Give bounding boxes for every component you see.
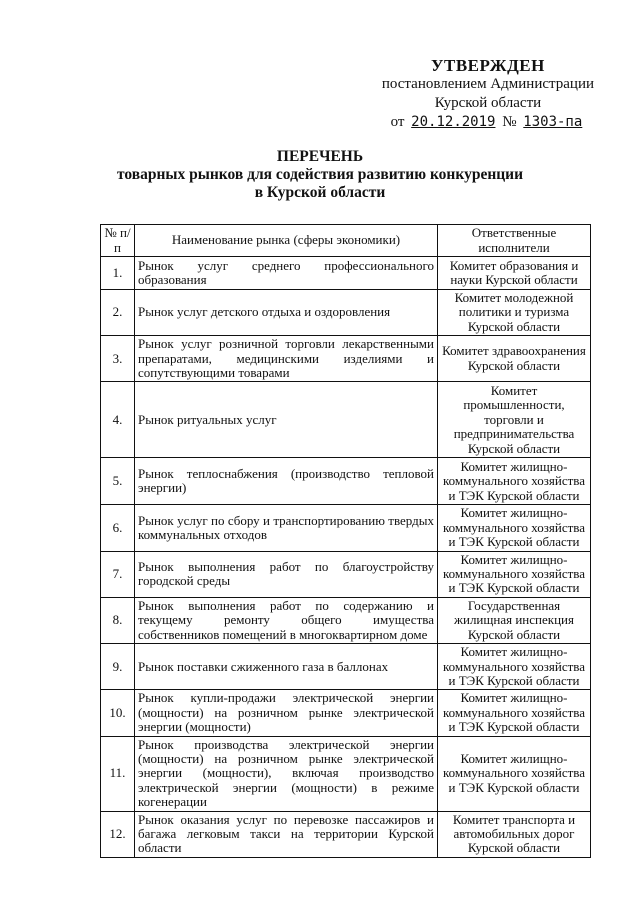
- row-market-name: Рынок ритуальных услуг: [135, 382, 438, 458]
- row-market-name: Рынок производства электрической энергии (мощности) на розничном рынке электрической энергии (мощности), включая производство электрической энергии (мощности) в режиме когенерации: [135, 736, 438, 811]
- row-num: 3.: [101, 336, 135, 382]
- row-responsible: Государственная жилищная инспекция Курской области: [438, 597, 591, 643]
- row-market-name: Рынок услуг розничной торговли лекарственными препаратами, медицинскими изделиями и сопутствующими товарами: [135, 336, 438, 382]
- row-responsible: Комитет жилищно-коммунального хозяйства и ТЭК Курской области: [438, 690, 591, 736]
- table-row: [101, 290, 591, 336]
- table-row: [101, 690, 591, 736]
- row-responsible: Комитет образования и науки Курской области: [438, 257, 591, 290]
- row-responsible: Комитет молодежной политики и туризма Курской области: [438, 290, 591, 336]
- table-row: [101, 551, 591, 597]
- row-num: 7.: [101, 551, 135, 597]
- row-responsible: Комитет жилищно-коммунального хозяйства и ТЭК Курской области: [438, 505, 591, 551]
- table-row: [101, 257, 591, 290]
- table-row: [101, 644, 591, 690]
- table-row: [101, 505, 591, 551]
- table-row: [101, 336, 591, 382]
- row-market-name: Рынок выполнения работ по содержанию и текущему ремонту общего имущества собственников помещений в многоквартирном доме: [135, 597, 438, 643]
- row-responsible: Комитет жилищно-коммунального хозяйства и ТЭК Курской области: [438, 644, 591, 690]
- row-market-name: Рынок купли-продажи электрической энергии (мощности) на розничном рынке электрической энергии (мощности): [135, 690, 438, 736]
- row-responsible: Комитет жилищно-коммунального хозяйства и ТЭК Курской области: [438, 458, 591, 505]
- row-num: 5.: [101, 458, 135, 505]
- table-row: [101, 382, 591, 458]
- row-num: 4.: [101, 382, 135, 458]
- approval-title: УТВЕРЖДЕН: [431, 56, 545, 75]
- row-responsible: Комитет здравоохранения Курской области: [438, 336, 591, 382]
- document-heading: [0, 148, 640, 202]
- heading-line-1: ПЕРЕЧЕНЬ: [276, 148, 364, 165]
- row-market-name: Рынок услуг среднего профессионального образования: [135, 257, 438, 290]
- approval-block: [382, 56, 594, 132]
- row-responsible: Комитет транспорта и автомобильных дорог Курской области: [438, 811, 591, 857]
- number-value: 1303-па: [523, 114, 583, 130]
- row-market-name: Рынок выполнения работ по благоустройству городской среды: [135, 551, 438, 597]
- table-row: [101, 597, 591, 643]
- date-prefix: от: [390, 114, 405, 130]
- row-market-name: Рынок услуг по сбору и транспортированию твердых коммунальных отходов: [135, 505, 438, 551]
- row-market-name: Рынок теплоснабжения (производство тепловой энергии): [135, 458, 438, 505]
- row-num: 6.: [101, 505, 135, 551]
- date-value: 20.12.2019: [411, 114, 496, 130]
- row-market-name: Рынок поставки сжиженного газа в баллонах: [135, 644, 438, 690]
- row-num: 10.: [101, 690, 135, 736]
- row-num: 12.: [101, 811, 135, 857]
- row-num: 8.: [101, 597, 135, 643]
- row-responsible: Комитет жилищно-коммунального хозяйства и ТЭК Курской области: [438, 736, 591, 811]
- header-responsible: Ответственные исполнители: [438, 225, 591, 257]
- approval-date-line: [382, 113, 594, 132]
- header-num: № п/п: [101, 225, 135, 257]
- row-market-name: Рынок оказания услуг по перевозке пассажиров и багажа легковым такси на территории Курской области: [135, 811, 438, 857]
- row-num: 11.: [101, 736, 135, 811]
- header-name: Наименование рынка (сферы экономики): [135, 225, 438, 257]
- row-num: 1.: [101, 257, 135, 290]
- row-responsible: Комитет жилищно-коммунального хозяйства и ТЭК Курской области: [438, 551, 591, 597]
- table-row: [101, 811, 591, 857]
- row-num: 2.: [101, 290, 135, 336]
- row-num: 9.: [101, 644, 135, 690]
- table-row: [101, 736, 591, 811]
- approval-line-1: постановлением Администрации: [381, 76, 594, 92]
- table-row: [101, 458, 591, 505]
- number-prefix: №: [502, 114, 517, 130]
- table-header-row: [101, 225, 591, 257]
- approval-line-2: Курской области: [434, 95, 542, 111]
- row-market-name: Рынок услуг детского отдыха и оздоровления: [135, 290, 438, 336]
- heading-line-3: в Курской области: [254, 184, 386, 201]
- heading-line-2: товарных рынков для содействия развитию конкуренции: [116, 166, 524, 183]
- row-responsible: Комитет промышленности, торговли и предпринимательства Курской области: [438, 382, 591, 458]
- markets-table: [100, 224, 591, 858]
